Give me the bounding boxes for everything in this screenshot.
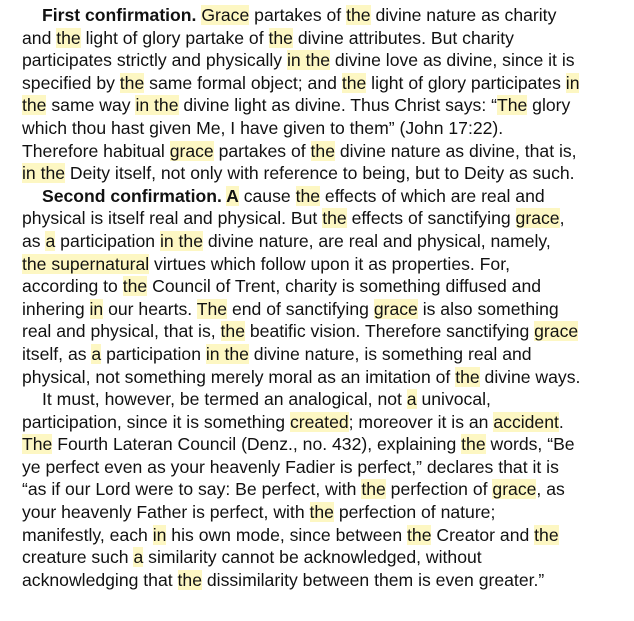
text-span: is also something xyxy=(417,298,559,319)
text-span: end of sanctifying xyxy=(227,298,374,319)
text-span: same way xyxy=(46,95,136,116)
text-span: . xyxy=(558,411,564,432)
text-span: ye perfect even as your heavenly Fadier is perfect,” declares that it is xyxy=(22,456,559,477)
highlighted-word: the xyxy=(22,95,47,116)
text-span: Deity itself, not only with reference to being, but to Deity as such. xyxy=(65,163,575,184)
text-span: virtues which follow upon it as properties. For, xyxy=(149,253,510,274)
text-span: cause xyxy=(238,185,296,206)
text-line xyxy=(22,140,627,163)
highlighted-word: accident xyxy=(493,411,559,432)
text-line xyxy=(22,388,627,411)
text-span: Therefore habitual xyxy=(22,140,170,161)
text-span: participation xyxy=(101,343,206,364)
text-span: Creator and xyxy=(431,524,535,545)
text-line xyxy=(22,4,627,27)
highlighted-word: in the xyxy=(159,230,203,251)
text-line xyxy=(22,320,627,343)
highlighted-word: in xyxy=(89,298,104,319)
text-span: which thou hast given Me, I have given to them” (John 17:22). xyxy=(22,117,504,138)
text-span: his own mode, since between xyxy=(166,524,408,545)
highlighted-word: grace xyxy=(515,208,560,229)
text-line xyxy=(22,117,627,140)
highlighted-word: Grace xyxy=(201,5,250,25)
text-span: creature such xyxy=(22,547,134,568)
highlighted-word: the xyxy=(122,276,148,297)
text-line xyxy=(22,433,627,456)
text-span: light of glory partake of xyxy=(80,27,269,48)
highlighted-word: a xyxy=(133,547,144,568)
text-span: ; moreover it is an xyxy=(348,411,494,432)
bold-heading: Second confirmation. xyxy=(42,185,227,206)
text-line xyxy=(22,546,627,569)
text-span: , xyxy=(559,208,565,229)
highlighted-word: in xyxy=(152,524,167,545)
text-line xyxy=(22,501,627,524)
text-span: divine nature as charity xyxy=(370,5,557,25)
bold-heading: First confirmation. xyxy=(42,5,202,25)
highlighted-word: the xyxy=(534,524,559,545)
text-line xyxy=(22,253,627,276)
highlighted-word: in the xyxy=(287,50,331,71)
text-span: our hearts. xyxy=(103,298,197,319)
text-line xyxy=(22,343,627,366)
text-span: according to xyxy=(22,276,123,297)
highlighted-word: the xyxy=(177,569,202,590)
highlighted-word: The xyxy=(22,434,53,455)
text-span: itself, as xyxy=(22,343,92,364)
text-span: manifestly, each xyxy=(22,524,153,545)
highlighted-word: in the xyxy=(205,343,249,364)
text-span: and xyxy=(22,27,57,48)
text-span: effects of which are real and xyxy=(320,185,545,206)
text-span: your heavenly Father is perfect, with xyxy=(22,502,310,523)
highlighted-word: the xyxy=(361,479,386,500)
text-line xyxy=(22,185,627,208)
text-span: same formal object; and xyxy=(144,72,342,93)
document-text xyxy=(22,4,627,591)
highlighted-word: the xyxy=(455,366,480,387)
text-span: physical, not something merely moral as an imitation of xyxy=(22,366,456,387)
highlighted-word: the xyxy=(407,524,432,545)
text-span: It must, however, be termed an analogical, not xyxy=(42,389,407,410)
highlighted-word: in the xyxy=(22,163,66,184)
text-line xyxy=(22,162,627,185)
highlighted-word: The xyxy=(196,298,228,319)
text-span: glory xyxy=(527,95,571,116)
text-line xyxy=(22,207,627,230)
text-span: univocal, xyxy=(416,389,491,410)
text-span: divine nature, are real and physical, namely, xyxy=(202,230,551,251)
text-span: Fourth Lateran Council (Denz., no. 432), explaining xyxy=(52,434,462,455)
highlighted-word: grace xyxy=(169,140,214,161)
highlighted-word: the xyxy=(346,5,371,25)
text-span: divine love as divine, since it is xyxy=(330,50,575,71)
text-line xyxy=(22,230,627,253)
text-span: inhering xyxy=(22,298,90,319)
text-line xyxy=(22,94,627,117)
highlighted-word: a xyxy=(406,389,417,410)
highlighted-word: the xyxy=(295,185,321,206)
text-line xyxy=(22,275,627,298)
text-span: specified by xyxy=(22,72,120,93)
highlighted-word: grace xyxy=(373,298,418,319)
highlighted-word: the supernatural xyxy=(22,253,150,274)
text-span: , as xyxy=(536,479,565,500)
text-span: partakes of xyxy=(249,5,347,25)
text-line xyxy=(22,72,627,95)
highlighted-word: the xyxy=(309,502,334,523)
highlighted-word: created xyxy=(289,411,349,432)
text-span: dissimilarity between them is even greater.” xyxy=(202,569,545,590)
text-span: similarity cannot be acknowledged, without xyxy=(143,547,482,568)
text-span: as xyxy=(22,230,46,251)
text-span: participation, since it is something xyxy=(22,411,290,432)
text-span: effects of sanctifying xyxy=(346,208,516,229)
highlighted-word: the xyxy=(56,27,81,48)
highlighted-word: grace xyxy=(492,479,537,500)
text-line xyxy=(22,456,627,479)
highlighted-word: the xyxy=(268,27,293,48)
text-span: divine attributes. But charity xyxy=(292,27,514,48)
text-line xyxy=(22,366,627,389)
text-span: words, “Be xyxy=(485,434,575,455)
text-span: beatific vision. Therefore sanctifying xyxy=(245,321,535,342)
text-span: divine nature as divine, that is, xyxy=(335,140,577,161)
text-line xyxy=(22,27,627,50)
highlighted-word: the xyxy=(341,72,367,93)
highlighted-word: the xyxy=(322,208,347,229)
text-span: perfection of nature; xyxy=(333,502,496,523)
text-span: participation xyxy=(55,230,160,251)
highlighted-word: the xyxy=(461,434,486,455)
highlighted-word: The xyxy=(496,95,528,116)
text-line xyxy=(22,524,627,547)
text-line xyxy=(22,298,627,321)
text-line xyxy=(22,411,627,434)
highlighted-word: a xyxy=(91,343,102,364)
highlighted-word: in the xyxy=(135,95,179,116)
text-span: “as if our Lord were to say: Be perfect, with xyxy=(22,479,362,500)
text-line xyxy=(22,569,627,592)
highlighted-word: in xyxy=(565,72,580,93)
text-span: divine nature, is something real and xyxy=(248,343,532,364)
highlighted-word: the xyxy=(220,321,245,342)
highlighted-word: the xyxy=(119,72,145,93)
text-span: partakes of xyxy=(213,140,311,161)
text-span: real and physical, that is, xyxy=(22,321,221,342)
highlighted-word: a xyxy=(45,230,56,251)
text-span: divine ways. xyxy=(479,366,581,387)
text-span: divine light as divine. Thus Christ says: “ xyxy=(178,95,497,116)
highlighted-word: A xyxy=(226,185,239,206)
text-line xyxy=(22,49,627,72)
text-span: participates strictly and physically xyxy=(22,50,287,71)
highlighted-word: grace xyxy=(534,321,579,342)
text-span: perfection of xyxy=(385,479,493,500)
highlighted-word: the xyxy=(310,140,335,161)
text-line xyxy=(22,478,627,501)
text-span: light of glory participates xyxy=(366,72,566,93)
text-span: acknowledging that xyxy=(22,569,178,590)
text-span: Council of Trent, charity is something diffused and xyxy=(147,276,542,297)
text-span: physical is itself real and physical. But xyxy=(22,208,323,229)
